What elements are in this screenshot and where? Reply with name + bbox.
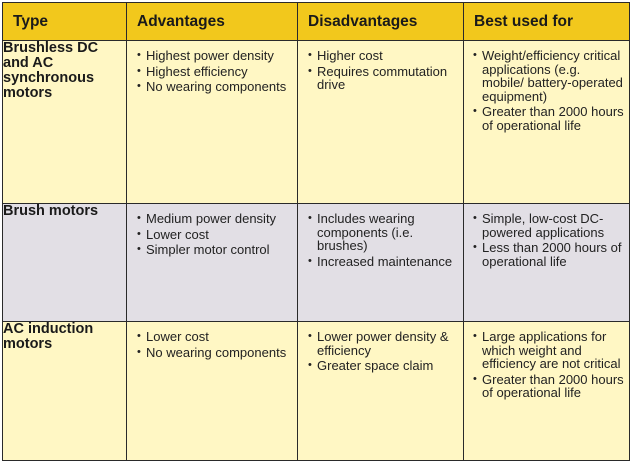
list-item: • Includes wearing components (i.e. brushes)	[308, 212, 457, 253]
list-item: • Weight/efficiency critical applications (e.g. mobile/ battery-operated equipment)	[473, 49, 625, 103]
header-row	[3, 3, 630, 41]
list-item: • Less than 2000 hours of operational life	[473, 241, 625, 268]
list-item: • Highest efficiency	[137, 65, 291, 79]
list-item: • Greater than 2000 hours of operational life	[473, 105, 625, 132]
header-disadvantages: Disadvantages	[298, 3, 464, 41]
list-item: • Simple, low-cost DC-powered applications	[473, 212, 625, 239]
disadvantages-cell	[298, 41, 464, 204]
list-item: • Lower cost	[137, 330, 291, 344]
table-row	[3, 322, 630, 461]
list-item: • Requires commutation drive	[308, 65, 457, 92]
table-row	[3, 41, 630, 204]
best-used-for-cell	[464, 41, 630, 204]
list-item: • Increased maintenance	[308, 255, 457, 269]
list-item: • Highest power density	[137, 49, 291, 63]
list-item: • No wearing components	[137, 80, 291, 94]
header-advantages: Advantages	[127, 3, 298, 41]
list-item: • No wearing components	[137, 346, 291, 360]
list-item: • Large applications for which weight and efficiency are not critical	[473, 330, 625, 371]
list-item: • Lower power density & efficiency	[308, 330, 457, 357]
list-item: • Lower cost	[137, 228, 291, 242]
type-cell: AC induction motors	[3, 322, 127, 461]
list-item: • Medium power density	[137, 212, 291, 226]
motor-comparison-table-wrapper	[2, 2, 629, 461]
list-item: • Higher cost	[308, 49, 457, 63]
motor-comparison-table	[2, 2, 630, 461]
header-best-used-for: Best used for	[464, 3, 630, 41]
best-used-for-cell	[464, 322, 630, 461]
advantages-cell	[127, 322, 298, 461]
disadvantages-cell	[298, 204, 464, 322]
advantages-cell	[127, 41, 298, 204]
list-item: • Greater space claim	[308, 359, 457, 373]
disadvantages-cell	[298, 322, 464, 461]
type-cell: Brushless DC and AC synchronous motors	[3, 41, 127, 204]
list-item: • Greater than 2000 hours of operational life	[473, 373, 625, 400]
advantages-cell	[127, 204, 298, 322]
best-used-for-cell	[464, 204, 630, 322]
header-type: Type	[3, 3, 127, 41]
table-row	[3, 204, 630, 322]
list-item: • Simpler motor control	[137, 243, 291, 257]
type-cell: Brush motors	[3, 204, 127, 322]
